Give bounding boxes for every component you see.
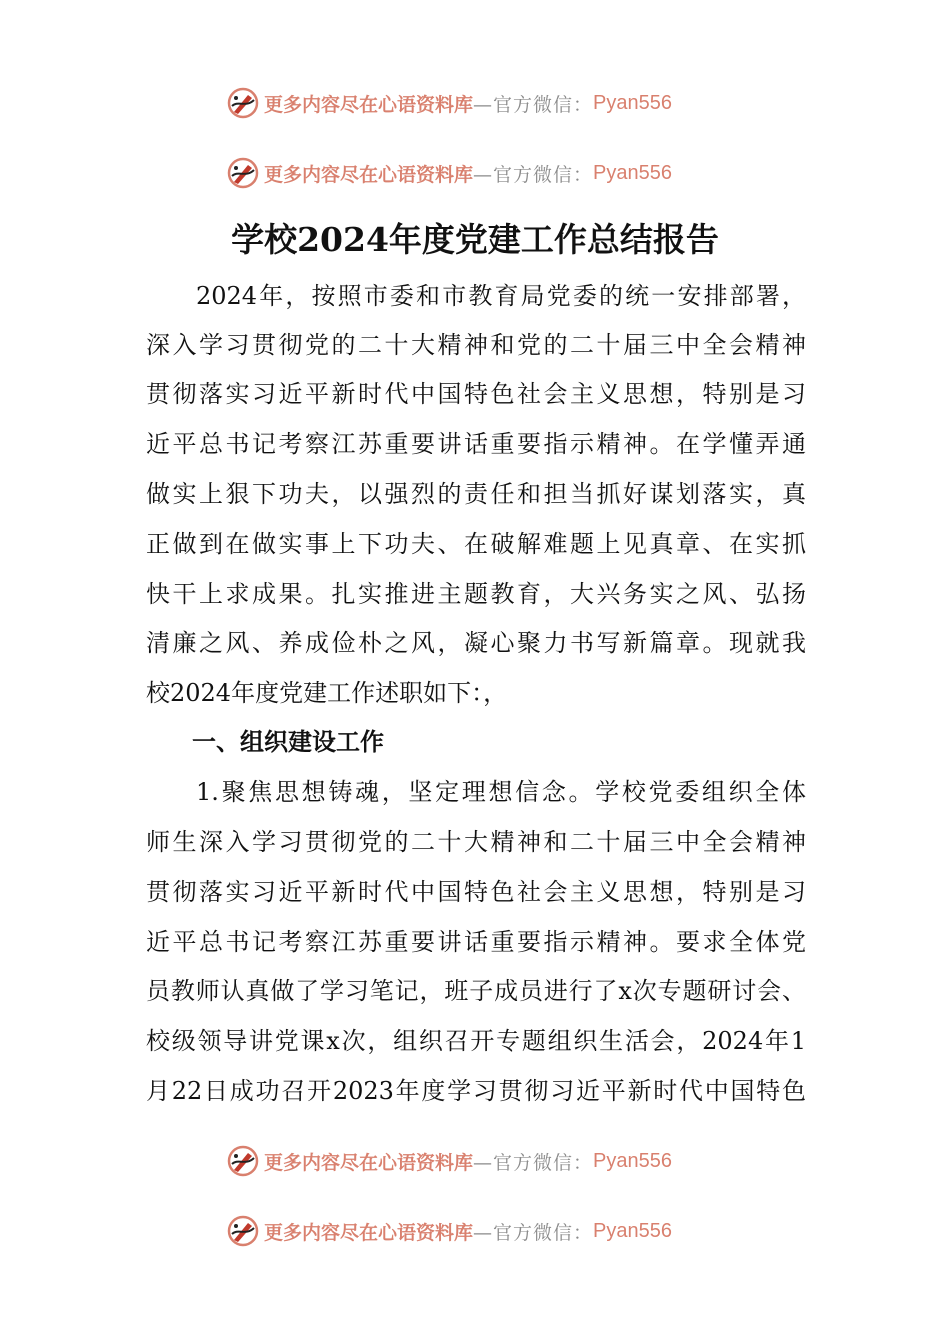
body-line: 深入学习贯彻党的二十大精神和党的二十届三中全会精神 bbox=[146, 331, 806, 359]
body-line: 正做到在做实事上下功夫、在破解难题上见真章、在实抓 bbox=[146, 530, 806, 558]
body-line: 近平总书记考察江苏重要讲话重要指示精神。要求全体党 bbox=[146, 928, 806, 956]
watermark-banner-bottom-1 bbox=[226, 1143, 672, 1179]
banner-wechat-id: Pyan556 bbox=[593, 91, 672, 114]
banner-red-text: 更多内容尽在心语资料库 bbox=[264, 1221, 474, 1244]
body-line: 清廉之风、养成俭朴之风，凝心聚力书写新篇章。现就我 bbox=[146, 629, 806, 657]
banner-wechat-id: Pyan556 bbox=[593, 161, 672, 184]
body-line: 近平总书记考察江苏重要讲话重要指示精神。在学懂弄通 bbox=[146, 430, 806, 458]
body-line: 1.聚焦思想铸魂，坚定理想信念。学校党委组织全体 bbox=[196, 778, 806, 806]
section-heading: 一、组织建设工作 bbox=[192, 728, 384, 756]
body-line: 校2024年度党建工作述职如下：， bbox=[146, 679, 508, 707]
watermark-banner-top-1 bbox=[226, 85, 672, 121]
watermark-banner-top-2 bbox=[226, 155, 672, 191]
pen-logo-icon bbox=[226, 1214, 260, 1248]
body-line: 师生深入学习贯彻党的二十大精神和二十届三中全会精神 bbox=[146, 828, 806, 856]
body-line: 快干上求成果。扎实推进主题教育，大兴务实之风、弘扬 bbox=[146, 580, 806, 608]
banner-wechat-id: Pyan556 bbox=[593, 1149, 672, 1172]
body-line: 贯彻落实习近平新时代中国特色社会主义思想，特别是习 bbox=[146, 380, 806, 408]
body-line: 做实上狠下功夫，以强烈的责任和担当抓好谋划落实，真 bbox=[146, 480, 806, 508]
pen-logo-icon bbox=[226, 156, 260, 190]
banner-gray-text: —官方微信： bbox=[473, 1221, 594, 1244]
banner-red-text: 更多内容尽在心语资料库 bbox=[264, 1151, 474, 1174]
banner-red-text: 更多内容尽在心语资料库 bbox=[264, 163, 474, 186]
banner-wechat-id: Pyan556 bbox=[593, 1219, 672, 1242]
body-line: 员教师认真做了学习笔记，班子成员进行了x次专题研讨会、 bbox=[146, 977, 806, 1005]
pen-logo-icon bbox=[226, 86, 260, 120]
banner-red-text: 更多内容尽在心语资料库 bbox=[264, 93, 474, 116]
body-line: 2024年，按照市委和市教育局党委的统一安排部署， bbox=[196, 282, 806, 310]
document-title: 学校2024年度党建工作总结报告 bbox=[231, 220, 719, 259]
watermark-banner-bottom-2 bbox=[226, 1213, 672, 1249]
body-line: 贯彻落实习近平新时代中国特色社会主义思想，特别是习 bbox=[146, 878, 806, 906]
banner-gray-text: —官方微信： bbox=[473, 1151, 594, 1174]
body-line: 校级领导讲党课x次，组织召开专题组织生活会，2024年1 bbox=[146, 1027, 806, 1055]
banner-gray-text: —官方微信： bbox=[473, 163, 594, 186]
pen-logo-icon bbox=[226, 1144, 260, 1178]
banner-gray-text: —官方微信： bbox=[473, 93, 594, 116]
body-line: 月22日成功召开2023年度学习贯彻习近平新时代中国特色 bbox=[146, 1077, 806, 1105]
